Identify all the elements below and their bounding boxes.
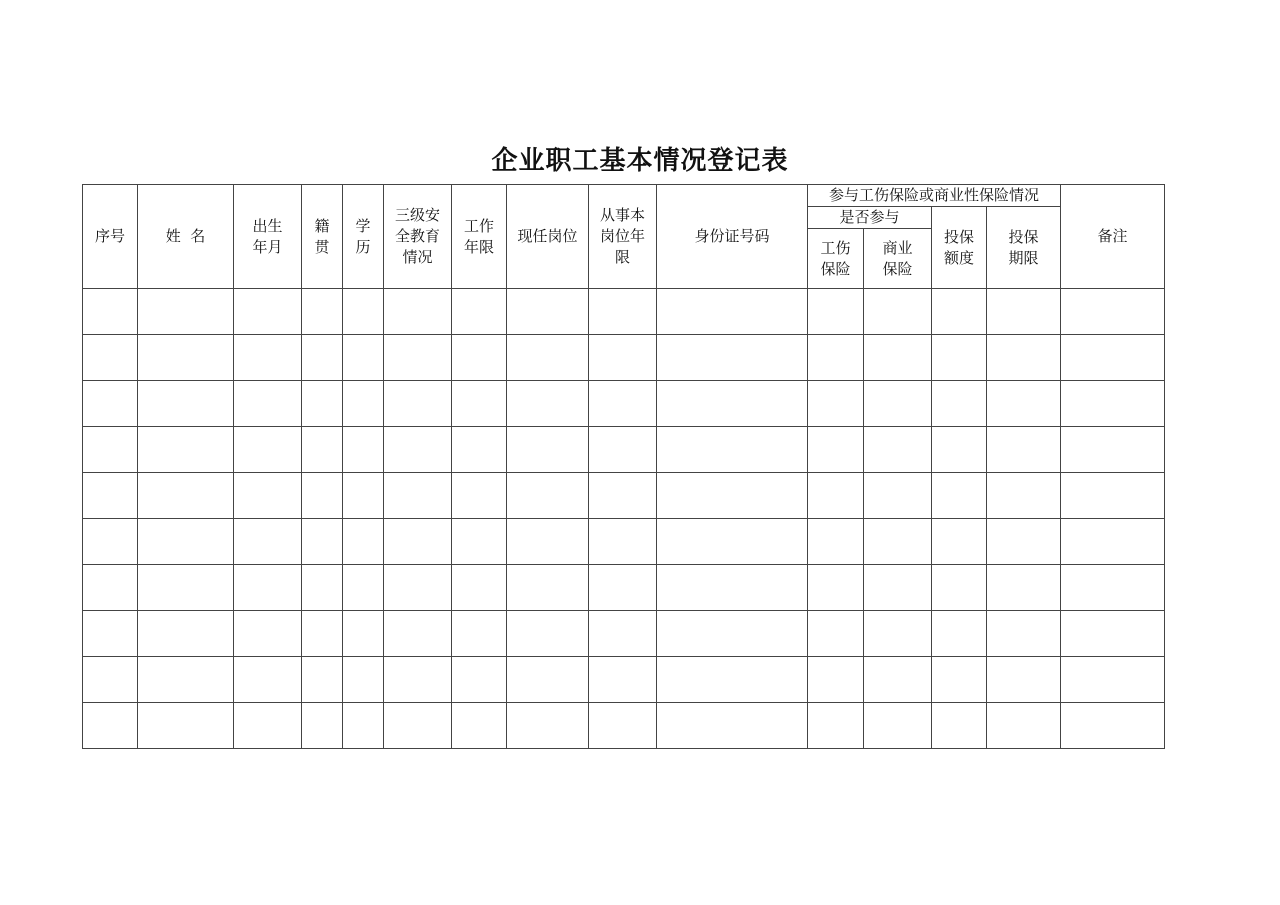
table-cell[interactable] (987, 519, 1061, 565)
table-cell[interactable] (452, 381, 507, 427)
table-cell[interactable] (987, 289, 1061, 335)
table-cell[interactable] (657, 427, 808, 473)
table-cell[interactable] (384, 473, 452, 519)
table-cell[interactable] (343, 657, 384, 703)
table-cell[interactable] (589, 335, 657, 381)
header-work-years: 工作 年限 (452, 185, 507, 289)
table-cell[interactable] (864, 703, 932, 749)
table-cell[interactable] (808, 519, 864, 565)
table-cell[interactable] (657, 611, 808, 657)
table-cell[interactable] (138, 611, 234, 657)
header-post-years: 从事本 岗位年 限 (589, 185, 657, 289)
table-cell[interactable] (452, 611, 507, 657)
header-insurance-amount: 投保 额度 (932, 207, 987, 289)
table-cell[interactable] (864, 289, 932, 335)
table-cell[interactable] (1061, 703, 1165, 749)
table-cell[interactable] (808, 289, 864, 335)
table-cell[interactable] (589, 519, 657, 565)
table-cell[interactable] (987, 335, 1061, 381)
table-cell[interactable] (1061, 473, 1165, 519)
table-cell[interactable] (1061, 565, 1165, 611)
table-cell[interactable] (83, 427, 138, 473)
table-cell[interactable] (384, 611, 452, 657)
table-cell[interactable] (138, 289, 234, 335)
table-row (83, 703, 1165, 749)
table-cell[interactable] (932, 473, 987, 519)
table-cell[interactable] (302, 473, 343, 519)
table-cell[interactable] (589, 703, 657, 749)
table-cell[interactable] (987, 657, 1061, 703)
table-cell[interactable] (808, 657, 864, 703)
table-cell[interactable] (83, 519, 138, 565)
table-row (83, 657, 1165, 703)
table-cell[interactable] (83, 703, 138, 749)
table-cell[interactable] (1061, 381, 1165, 427)
table-row (83, 519, 1165, 565)
table-cell[interactable] (507, 611, 589, 657)
table-cell[interactable] (864, 519, 932, 565)
table-cell[interactable] (302, 335, 343, 381)
table-cell[interactable] (507, 703, 589, 749)
table-cell[interactable] (302, 519, 343, 565)
table-cell[interactable] (657, 657, 808, 703)
table-cell[interactable] (234, 519, 302, 565)
header-native-place: 籍 贯 (302, 185, 343, 289)
table-cell[interactable] (987, 703, 1061, 749)
table-cell[interactable] (138, 703, 234, 749)
table-cell[interactable] (343, 703, 384, 749)
table-cell[interactable] (343, 473, 384, 519)
header-current-post: 现任岗位 (507, 185, 589, 289)
table-cell[interactable] (83, 565, 138, 611)
header-insurance-group: 参与工伤保险或商业性保险情况 (808, 185, 1061, 207)
table-cell[interactable] (83, 289, 138, 335)
table-cell[interactable] (384, 565, 452, 611)
table-cell[interactable] (1061, 611, 1165, 657)
table-cell[interactable] (864, 565, 932, 611)
header-commercial-insurance: 商业 保险 (864, 229, 932, 289)
table-cell[interactable] (384, 519, 452, 565)
table-cell[interactable] (384, 381, 452, 427)
table-row (83, 381, 1165, 427)
table-cell[interactable] (932, 289, 987, 335)
table-cell[interactable] (987, 427, 1061, 473)
table-row (83, 427, 1165, 473)
table-cell[interactable] (808, 335, 864, 381)
table-cell[interactable] (384, 289, 452, 335)
table-cell[interactable] (657, 565, 808, 611)
table-cell[interactable] (864, 657, 932, 703)
table-cell[interactable] (234, 427, 302, 473)
table-cell[interactable] (932, 427, 987, 473)
table-cell[interactable] (452, 427, 507, 473)
table-cell[interactable] (932, 703, 987, 749)
table-cell[interactable] (589, 427, 657, 473)
table-cell[interactable] (657, 519, 808, 565)
table-cell[interactable] (657, 703, 808, 749)
table-cell[interactable] (507, 565, 589, 611)
table-cell[interactable] (302, 427, 343, 473)
table-cell[interactable] (932, 519, 987, 565)
table-cell[interactable] (808, 473, 864, 519)
table-cell[interactable] (302, 703, 343, 749)
header-insurance-period: 投保 期限 (987, 207, 1061, 289)
employee-register-table (82, 184, 1165, 749)
table-cell[interactable] (864, 473, 932, 519)
page-title: 企业职工基本情况登记表 (491, 146, 789, 176)
table-cell[interactable] (589, 289, 657, 335)
table-row (83, 473, 1165, 519)
table-cell[interactable] (864, 427, 932, 473)
table-cell[interactable] (932, 381, 987, 427)
table-cell[interactable] (657, 473, 808, 519)
table-cell[interactable] (343, 427, 384, 473)
table-cell[interactable] (589, 473, 657, 519)
table-cell[interactable] (657, 335, 808, 381)
table-cell[interactable] (83, 381, 138, 427)
table-cell[interactable] (234, 381, 302, 427)
table-cell[interactable] (302, 381, 343, 427)
table-cell[interactable] (384, 427, 452, 473)
table-cell[interactable] (343, 611, 384, 657)
header-seq: 序号 (83, 185, 138, 289)
table-cell[interactable] (452, 335, 507, 381)
table-cell[interactable] (234, 657, 302, 703)
table-cell[interactable] (864, 611, 932, 657)
table-cell[interactable] (452, 657, 507, 703)
table-cell[interactable] (343, 381, 384, 427)
table-cell[interactable] (808, 703, 864, 749)
table-cell[interactable] (138, 335, 234, 381)
table-cell[interactable] (83, 611, 138, 657)
table-cell[interactable] (452, 703, 507, 749)
header-participate: 是否参与 (808, 207, 932, 229)
table-cell[interactable] (808, 381, 864, 427)
table-cell[interactable] (589, 565, 657, 611)
header-injury-insurance: 工伤 保险 (808, 229, 864, 289)
table-row (83, 611, 1165, 657)
header-safety-education: 三级安 全教育 情况 (384, 185, 452, 289)
table-cell[interactable] (452, 473, 507, 519)
table-cell[interactable] (864, 335, 932, 381)
table-cell[interactable] (452, 565, 507, 611)
table-cell[interactable] (302, 657, 343, 703)
table-cell[interactable] (234, 565, 302, 611)
table-cell[interactable] (932, 657, 987, 703)
header-id-number: 身份证号码 (657, 185, 808, 289)
table-cell[interactable] (234, 473, 302, 519)
table-cell[interactable] (384, 703, 452, 749)
table-cell[interactable] (1061, 427, 1165, 473)
table-cell[interactable] (452, 519, 507, 565)
table-cell[interactable] (234, 335, 302, 381)
header-birth: 出生 年月 (234, 185, 302, 289)
table-cell[interactable] (138, 565, 234, 611)
table-cell[interactable] (589, 657, 657, 703)
table-cell[interactable] (864, 381, 932, 427)
table-cell[interactable] (808, 565, 864, 611)
table-cell[interactable] (234, 289, 302, 335)
table-cell[interactable] (343, 519, 384, 565)
table-cell[interactable] (234, 703, 302, 749)
table-cell[interactable] (302, 611, 343, 657)
table-cell[interactable] (808, 611, 864, 657)
table-cell[interactable] (987, 473, 1061, 519)
table-cell[interactable] (1061, 289, 1165, 335)
table-cell[interactable] (932, 565, 987, 611)
table-cell[interactable] (589, 611, 657, 657)
table-cell[interactable] (302, 289, 343, 335)
table-cell[interactable] (138, 381, 234, 427)
table-row (83, 565, 1165, 611)
table-cell[interactable] (138, 657, 234, 703)
table-cell[interactable] (343, 335, 384, 381)
table-cell[interactable] (384, 335, 452, 381)
table-cell[interactable] (507, 289, 589, 335)
table-cell[interactable] (987, 565, 1061, 611)
table-cell[interactable] (1061, 657, 1165, 703)
table-cell[interactable] (384, 657, 452, 703)
table-cell[interactable] (138, 519, 234, 565)
table-cell[interactable] (808, 427, 864, 473)
table-cell[interactable] (1061, 335, 1165, 381)
table-cell[interactable] (507, 381, 589, 427)
table-cell[interactable] (452, 289, 507, 335)
table-cell[interactable] (932, 611, 987, 657)
table-cell[interactable] (138, 427, 234, 473)
table-cell[interactable] (507, 473, 589, 519)
table-cell[interactable] (507, 519, 589, 565)
table-cell[interactable] (83, 657, 138, 703)
header-name: 姓 名 (138, 185, 234, 289)
table-cell[interactable] (83, 473, 138, 519)
header-remark: 备注 (1061, 185, 1165, 289)
table-cell[interactable] (302, 565, 343, 611)
table-cell[interactable] (343, 565, 384, 611)
header-row (83, 185, 1165, 207)
table-cell[interactable] (657, 289, 808, 335)
table-row (83, 289, 1165, 335)
table-cell[interactable] (138, 473, 234, 519)
table-cell[interactable] (507, 335, 589, 381)
table-cell[interactable] (1061, 519, 1165, 565)
table-cell[interactable] (987, 611, 1061, 657)
table-cell[interactable] (83, 335, 138, 381)
table-cell[interactable] (657, 381, 808, 427)
table-cell[interactable] (234, 611, 302, 657)
table-cell[interactable] (343, 289, 384, 335)
table-row (83, 335, 1165, 381)
table-cell[interactable] (589, 381, 657, 427)
table-cell[interactable] (507, 657, 589, 703)
table-cell[interactable] (932, 335, 987, 381)
table-cell[interactable] (987, 381, 1061, 427)
header-education: 学 历 (343, 185, 384, 289)
table-cell[interactable] (507, 427, 589, 473)
